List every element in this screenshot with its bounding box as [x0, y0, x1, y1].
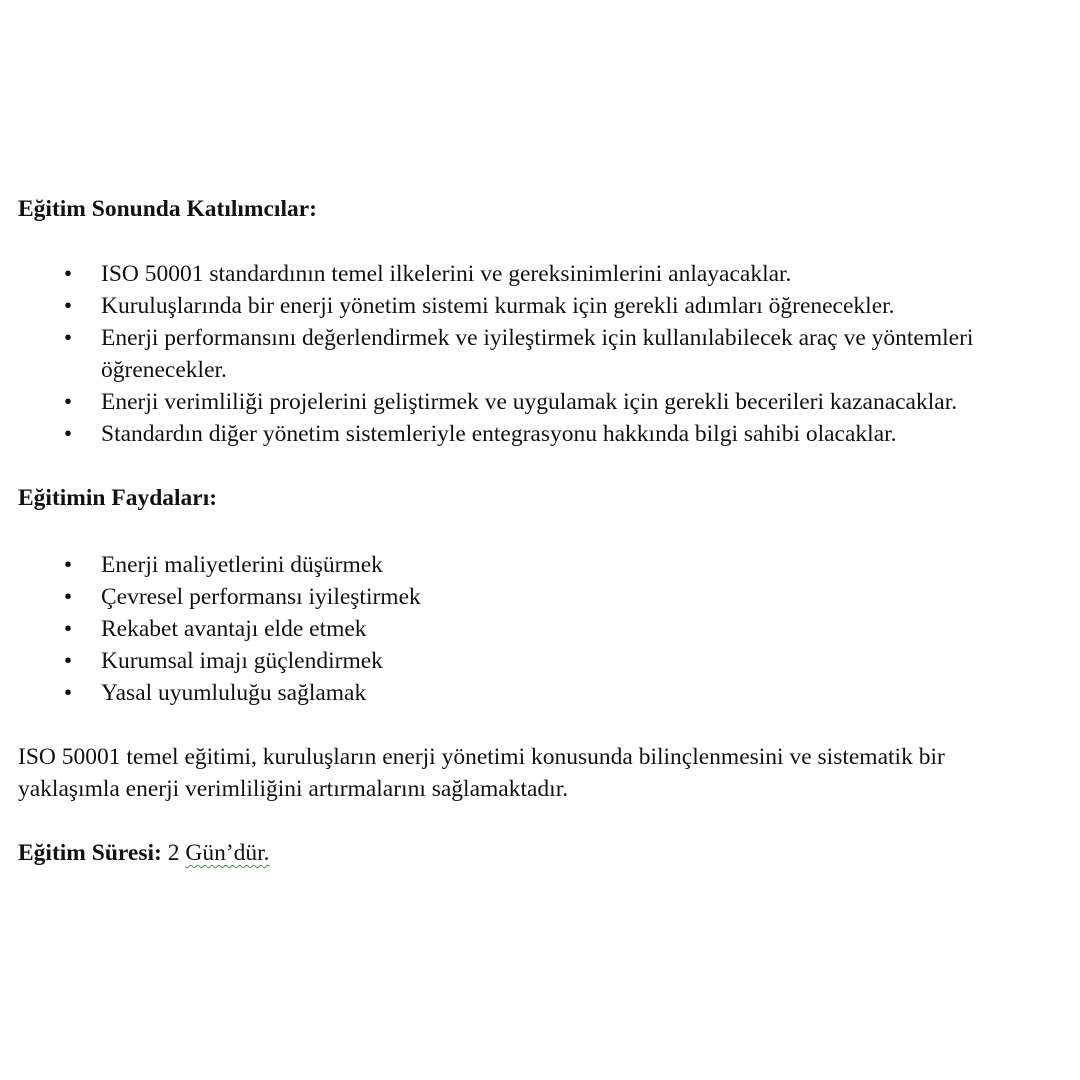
list-item: [18, 645, 1068, 677]
list-item: [18, 613, 1068, 645]
list-item-text: Çevresel performansı iyileştirmek: [101, 584, 421, 610]
outcomes-heading: Eğitim Sonunda Katılımcılar:: [18, 196, 317, 222]
bullet-icon: •: [63, 261, 73, 287]
spacer: [18, 450, 1068, 482]
summary-paragraph: ISO 50001 temel eğitimi, kuruluşların enerji yönetimi konusunda bilinçlenmesini ve sistematik bir yaklaşımla enerji verimliliğini artırmalarını sağlamaktadır.: [18, 744, 945, 802]
list-item: [18, 549, 1068, 581]
list-item: [18, 258, 1068, 290]
outcomes-list: [18, 258, 1068, 450]
list-item-text: Kurumsal imajı güçlendirmek: [101, 648, 383, 674]
list-item-text: ISO 50001 standardının temel ilkelerini ve gereksinimlerini anlayacaklar.: [101, 261, 792, 287]
list-item: [18, 290, 1068, 322]
duration-line: [18, 837, 1068, 869]
list-item-text: Enerji verimliliği projelerini geliştirmek ve uygulamak için gerekli becerileri kazanacaklar.: [101, 389, 958, 415]
duration-value: Gün’dür.: [185, 840, 270, 866]
bullet-icon: •: [63, 616, 73, 642]
bullet-icon: •: [63, 293, 73, 319]
list-item: [18, 322, 1001, 386]
list-item-text: Enerji performansını değerlendirmek ve iyileştirmek için kullanılabilecek araç ve yöntemleri öğrenecekler.: [101, 325, 974, 383]
list-item-text: Standardın diğer yönetim sistemleriyle entegrasyonu hakkında bilgi sahibi olacaklar.: [101, 421, 897, 447]
list-item: [18, 386, 1001, 418]
list-item: [18, 418, 1068, 450]
benefits-heading: Eğitimin Faydaları:: [18, 485, 218, 511]
bullet-icon: •: [63, 325, 73, 351]
list-item: [18, 581, 1068, 613]
bullet-icon: •: [63, 389, 73, 415]
duration-label: Eğitim Süresi:: [18, 840, 162, 866]
list-item-text: Rekabet avantajı elde etmek: [101, 616, 367, 642]
document-body: [18, 193, 1068, 869]
bullet-icon: •: [63, 648, 73, 674]
spacer: [18, 514, 1068, 549]
list-item-text: Yasal uyumluluğu sağlamak: [101, 680, 367, 706]
bullet-icon: •: [63, 680, 73, 706]
list-item-text: Enerji maliyetlerini düşürmek: [101, 552, 383, 578]
spacer: [18, 805, 1068, 837]
benefits-list: [18, 549, 1068, 709]
list-item: [18, 677, 1068, 709]
spacer: [18, 709, 1068, 741]
spacer: [18, 225, 1068, 258]
bullet-icon: •: [63, 421, 73, 447]
list-item-text: Kuruluşlarında bir enerji yönetim sistemi kurmak için gerekli adımları öğrenecekler.: [101, 293, 895, 319]
bullet-icon: •: [63, 552, 73, 578]
bullet-icon: •: [63, 584, 73, 610]
duration-number: 2: [167, 840, 180, 866]
